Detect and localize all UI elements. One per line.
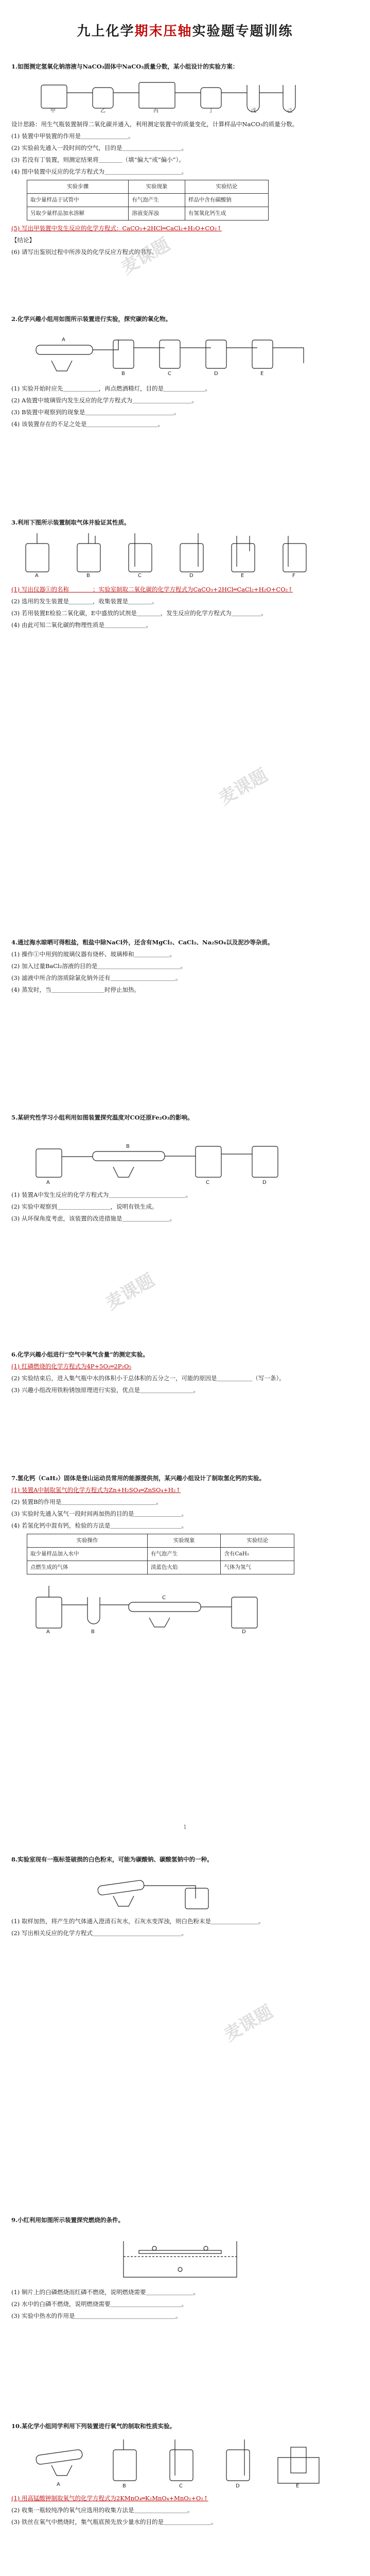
svg-text:丁: 丁 xyxy=(208,108,214,113)
answer-line: (1) 用高锰酸钾制取氧气的化学方程式为2KMnO₄═K₂MnO₄+MnO₂+O₂↑ xyxy=(11,2495,208,2502)
question-line: (1) 操作①中用到的玻璃仪器有烧杯、玻璃棒和＿＿＿＿＿＿。 xyxy=(11,951,175,958)
question-line: (4) 该装置存在的不足之处是＿＿＿＿＿＿＿＿＿＿＿＿。 xyxy=(11,420,164,428)
question-line: (3) 若没有丁装置，则测定结果将＿＿＿＿（填“偏大”或“偏小”）。 xyxy=(11,156,185,163)
table-row: 点燃生成的气体 淡蓝色火焰 气体为氢气 xyxy=(27,1561,294,1574)
table-row: 取少量样品于试管中 有气泡产生 样品中含有碳酸钠 xyxy=(27,194,269,207)
table-row: 取少量样品加入水中 有气泡产生 含有CaH₂ xyxy=(27,1548,294,1561)
question-line: (3) 从环保角度考虑，该装置的改进措施是＿＿＿＿＿＿＿＿。 xyxy=(11,1215,175,1222)
svg-text:E: E xyxy=(241,573,244,577)
question-5-body xyxy=(11,1190,359,1226)
answer-line: (1) 写出仪器①的名称＿＿＿＿；实验室制取二氧化碳的化学方程式为CaCO₃+2HCl═CaCl₂+H₂O+CO₂↑ xyxy=(11,586,293,593)
question-line: (3) 实验时先通入氢气一段时间再加热的目的是＿＿＿＿＿＿＿＿。 xyxy=(11,1510,187,1517)
question-line: 设计思路：用生气瓶装置制得二氧化碳并通入，利用测定装置中的质量变化，计算样品中NaCO₃的质量分数。 xyxy=(11,121,298,128)
svg-text:A: A xyxy=(35,573,39,577)
question-10 xyxy=(11,2421,359,2433)
question-line: (6) 请写出鉴别过程中所涉及的化学反应方程式的书写。 xyxy=(11,248,158,256)
question-line: (1) 实验开始时应先＿＿＿＿＿＿，再点燃酒精灯，目的是＿＿＿＿＿＿＿。 xyxy=(11,385,211,392)
figure-apparatus-7 xyxy=(31,1582,319,1633)
question-line: (3) 滤液中所含的溶质除氯化钠外还有＿＿＿＿＿＿＿＿＿＿＿。 xyxy=(11,974,182,981)
watermark: 麦课题 xyxy=(215,765,271,809)
table-header: 实验结论 xyxy=(221,1534,294,1548)
svg-text:F: F xyxy=(292,573,295,577)
svg-text:B: B xyxy=(122,2483,126,2488)
question-3-body xyxy=(11,585,359,632)
table-header: 实验操作 xyxy=(27,1534,148,1548)
watermark: 麦课题 xyxy=(117,234,173,279)
table-header: 实验现象 xyxy=(147,1534,221,1548)
table-header: 实验现象 xyxy=(129,180,185,194)
table-header: 实验结论 xyxy=(185,180,268,194)
svg-text:B: B xyxy=(121,371,125,376)
question-1-body xyxy=(11,120,359,259)
question-2-body xyxy=(11,384,359,431)
question-line: (1) 装置中甲装置的作用是＿＿＿＿＿＿＿＿。 xyxy=(11,132,134,140)
answer-line: (1) 红磷燃烧的化学方程式为4P+5O₂═2P₂O₅ xyxy=(11,1363,132,1370)
svg-text:C: C xyxy=(138,573,142,577)
question-10-body xyxy=(11,2494,359,2529)
svg-text:B: B xyxy=(91,1629,95,1633)
svg-text:A: A xyxy=(62,337,65,343)
figure-apparatus-2 xyxy=(31,330,329,376)
question-3 xyxy=(11,518,359,530)
question-line: (4) 图中装置中反应的化学方程式为＿＿＿＿＿＿＿＿＿＿＿＿＿。 xyxy=(11,168,187,175)
figure-apparatus-10 xyxy=(31,2437,329,2488)
page-number: 1 xyxy=(183,1824,187,1831)
svg-text:C: C xyxy=(162,1595,166,1601)
svg-text:D: D xyxy=(242,1629,246,1633)
question-stem: 3.利用下图所示装置制取气体并验证其性质。 xyxy=(11,519,130,526)
question-line: (1) 铜片上的白磷燃烧而红磷不燃烧，说明燃烧需要＿＿＿＿＿＿＿＿。 xyxy=(11,2289,199,2296)
figure-apparatus-9 xyxy=(103,2231,268,2282)
question-line: (2) 实验结束后，进入集气瓶中水的体积小于总体积的五分之一，可能的原因是＿＿＿＿＿＿（写一条）。 xyxy=(11,1375,285,1382)
question-4 xyxy=(11,938,359,997)
svg-text:D: D xyxy=(189,573,193,577)
question-2 xyxy=(11,314,359,326)
svg-text:E: E xyxy=(296,2483,299,2488)
question-9 xyxy=(11,2215,359,2227)
question-stem: 10.某化学小组同学利用下列装置进行氧气的制取和性质实验。 xyxy=(11,2422,176,2430)
table-header: 实验步骤 xyxy=(27,180,129,194)
svg-text:甲: 甲 xyxy=(50,108,56,113)
question-stem: 5.某研究性学习小组利用如图装置探究温度对CO还原Fe₂O₃的影响。 xyxy=(11,1114,193,1121)
svg-text:A: A xyxy=(46,1629,50,1633)
svg-text:C: C xyxy=(168,371,171,376)
question-line: (2) 实验中观察到＿＿＿＿＿＿＿＿＿，说明有铁生成。 xyxy=(11,1203,158,1210)
experiment-table xyxy=(27,180,269,221)
answer-line: (1) 装置A中制取氢气的化学方程式为Zn+H₂SO₄═ZnSO₄+H₂↑ xyxy=(11,1486,181,1494)
question-line: (2) 装置B的作用是＿＿＿＿＿＿＿＿＿＿＿＿＿＿＿＿。 xyxy=(11,1498,162,1505)
question-line: (1) 取样加热，将产生的气体通入澄清石灰水，石灰水变浑浊，则白色粉末是＿＿＿＿＿＿＿＿。 xyxy=(11,1918,265,1925)
question-stem: 4.通过海水晾晒可得粗盐，粗盐中除NaCl外，还含有MgCl₂、CaCl₂、Na₂SO₄以及泥沙等杂质。 xyxy=(11,939,274,946)
page-title: 九上化学期末压轴实验题专题训练 xyxy=(77,24,293,39)
question-stem: 1.如图测定氢氧化钠溶液与NaCO₃固体中NaCO₃质量分数，某小组设计的实验方案： xyxy=(11,63,239,70)
svg-text:D: D xyxy=(214,371,218,376)
question-line: (3) 实验中热水的作用是＿＿＿＿＿＿＿＿＿＿＿＿＿＿＿＿＿。 xyxy=(11,2312,182,2319)
question-line: (3) 若用装置E检验二氧化碳，E中盛放的试剂是＿＿＿＿，发生反应的化学方程式为＿＿＿＿＿。 xyxy=(11,609,267,617)
question-line: (2) 收集一瓶较纯净的氧气应选用的收集方法是＿＿＿＿＿＿＿＿＿。 xyxy=(11,2506,193,2514)
question-line: (2) 水中的白磷不燃烧，说明燃烧需要＿＿＿＿＿＿＿＿＿＿＿＿。 xyxy=(11,2300,187,2308)
svg-text:乙: 乙 xyxy=(100,108,105,113)
figure-apparatus-5 xyxy=(31,1128,319,1185)
question-stem: 2.化学兴趣小组用如图所示装置进行实验，探究碳的氧化物。 xyxy=(11,315,172,323)
question-stem: 9.小红利用如图所示装置探究燃烧的条件。 xyxy=(11,2216,125,2224)
svg-text:D: D xyxy=(262,1180,267,1185)
question-line: (2) 选用的发生装置是＿＿＿＿，收集装置是＿＿＿＿。 xyxy=(11,598,158,605)
svg-text:B: B xyxy=(126,1144,130,1149)
table-row: 另取少量样品加水溶解 溶液变浑浊 有氢氧化钙生成 xyxy=(27,207,269,221)
question-6 xyxy=(11,1350,359,1397)
svg-text:丙: 丙 xyxy=(153,108,158,113)
question-stem: 7.氢化钙（CaH₂）固体是登山运动员常用的能源提供剂，某兴趣小组设计了制取氢化钙的实验。 xyxy=(11,1475,266,1482)
question-8 xyxy=(11,1855,359,1867)
question-line: (2) A装置中玻璃管内发生反应的化学方程式为＿＿＿＿＿＿＿＿＿＿。 xyxy=(11,397,198,404)
svg-text:戊: 戊 xyxy=(251,108,256,113)
question-line: (2) 实验前先通入一段时间的空气，目的是＿＿＿＿＿＿＿＿＿＿。 xyxy=(11,144,187,151)
answer-line: (5) 写出甲装置中发生反应的化学方程式：CaCO₃+2HCl═CaCl₂+H₂O+CO₂↑ xyxy=(11,225,222,232)
watermark: 麦课题 xyxy=(102,1269,158,1314)
svg-text:C: C xyxy=(206,1180,209,1185)
question-5 xyxy=(11,1113,359,1125)
svg-text:E: E xyxy=(260,371,264,376)
svg-text:A: A xyxy=(46,1180,50,1185)
question-line: (4) 蒸发时，当＿＿＿＿＿＿＿＿＿时停止加热。 xyxy=(11,986,140,993)
figure-apparatus-3 xyxy=(21,531,350,577)
question-line: (2) 写出相关反应的化学方程式＿＿＿＿＿＿＿＿＿＿＿＿＿＿＿。 xyxy=(11,1929,187,1937)
question-line: (3) 铁丝在氧气中燃烧时，集气瓶底预先放少量水的目的是＿＿＿＿＿＿＿＿。 xyxy=(11,2518,217,2526)
svg-text:己: 己 xyxy=(287,108,292,113)
question-1 xyxy=(11,62,359,74)
question-line: (1) 装置A中发生反应的化学方程式为＿＿＿＿＿＿＿＿＿＿＿＿＿。 xyxy=(11,1191,192,1198)
svg-text:B: B xyxy=(86,573,90,577)
svg-text:C: C xyxy=(179,2483,183,2488)
title-block xyxy=(0,21,370,40)
question-line: 【结论】 xyxy=(11,236,35,244)
watermark: 麦课题 xyxy=(220,2001,276,2046)
figure-apparatus-8 xyxy=(93,1870,278,1911)
question-stem: 8.实验室现有一瓶标签破损的白色粉末，可能为碳酸钠、碳酸氢钠中的一种。 xyxy=(11,1856,213,1863)
question-7 xyxy=(11,1473,359,1578)
figure-apparatus-1 xyxy=(36,77,324,113)
svg-text:D: D xyxy=(236,2483,240,2488)
question-9-body xyxy=(11,2287,359,2323)
question-line: (3) 兴趣小组改用铁粉锈蚀原理进行实验，优点是＿＿＿＿＿＿＿＿＿。 xyxy=(11,1386,199,1394)
question-line: (3) B装置中观察到的现象是＿＿＿＿＿＿＿＿＿＿＿＿＿＿＿。 xyxy=(11,409,180,416)
question-line: (4) 由此可知二氧化碳的物理性质是＿＿＿＿＿＿＿。 xyxy=(11,621,152,629)
question-stem: 6.化学兴趣小组进行“空气中氧气含量”的测定实验。 xyxy=(11,1351,149,1358)
experiment-table xyxy=(27,1534,294,1574)
question-line: (4) 若氢化钙中混有钙，检验的方法是＿＿＿＿＿＿＿＿＿＿＿＿。 xyxy=(11,1522,187,1529)
question-line: (2) 加入过量BaCl₂溶液的目的是＿＿＿＿＿＿＿＿＿＿＿＿＿＿。 xyxy=(11,962,186,970)
question-8-body xyxy=(11,1917,359,1940)
svg-text:A: A xyxy=(57,2482,60,2487)
